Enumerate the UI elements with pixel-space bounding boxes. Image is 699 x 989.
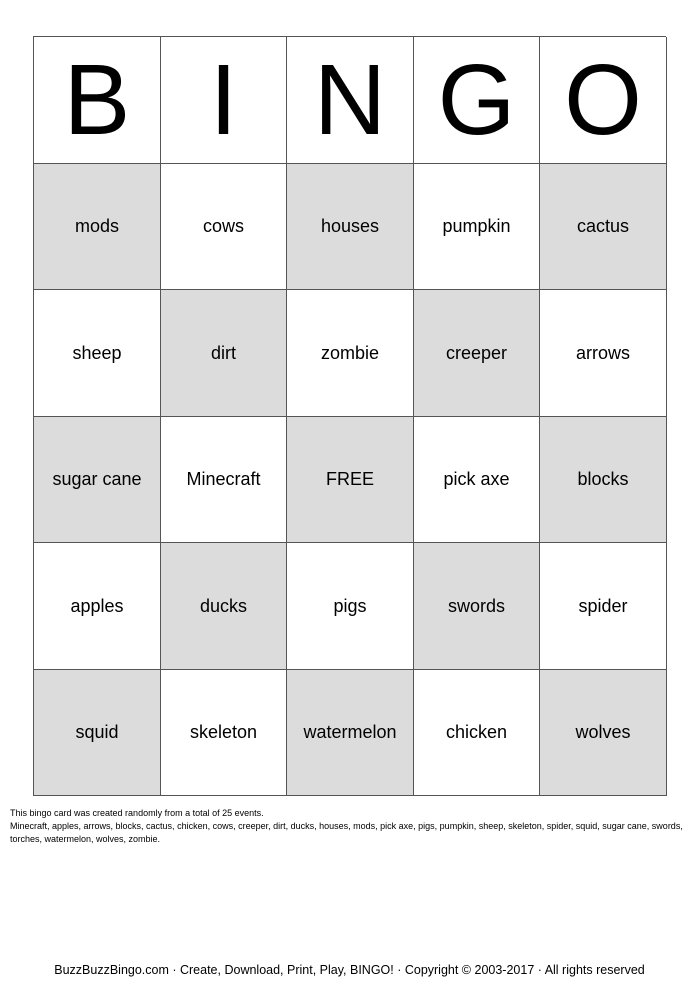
info-summary: This bingo card was created randomly from a total of 25 events.	[10, 808, 264, 818]
bingo-cell: pigs	[287, 543, 414, 670]
bingo-cell: watermelon	[287, 670, 414, 797]
header-letter-n: N	[287, 37, 414, 164]
bingo-cell: spider	[540, 543, 667, 670]
header-letter-g: G	[414, 37, 540, 164]
bingo-cell: houses	[287, 164, 414, 291]
bingo-cell: arrows	[540, 290, 667, 417]
bingo-cell: pumpkin	[414, 164, 540, 291]
bingo-cell: Minecraft	[161, 417, 287, 544]
bingo-cell: skeleton	[161, 670, 287, 797]
bingo-cell: cactus	[540, 164, 667, 291]
bingo-cell: blocks	[540, 417, 667, 544]
bingo-cell: mods	[34, 164, 161, 291]
bingo-cell: sheep	[34, 290, 161, 417]
bingo-cell: sugar cane	[34, 417, 161, 544]
header-letter-o: O	[540, 37, 667, 164]
header-letter-b: B	[34, 37, 161, 164]
bingo-cell: cows	[161, 164, 287, 291]
bingo-cell: dirt	[161, 290, 287, 417]
card-info	[10, 807, 690, 846]
bingo-cell: wolves	[540, 670, 667, 797]
free-space-cell: FREE	[287, 417, 414, 544]
bingo-cell: apples	[34, 543, 161, 670]
bingo-cell: creeper	[414, 290, 540, 417]
bingo-cell: ducks	[161, 543, 287, 670]
info-event-list: Minecraft, apples, arrows, blocks, cactus, chicken, cows, creeper, dirt, ducks, houses, mods, pick axe, pigs, pumpkin, sheep, skeleton, spider, squid, sugar cane, swords, torches, watermelon, wolves, zombie.	[10, 821, 683, 844]
bingo-card	[33, 36, 666, 796]
bingo-cell: pick axe	[414, 417, 540, 544]
bingo-cell: squid	[34, 670, 161, 797]
bingo-cell: swords	[414, 543, 540, 670]
bingo-cell: chicken	[414, 670, 540, 797]
bingo-cell: zombie	[287, 290, 414, 417]
header-letter-i: I	[161, 37, 287, 164]
footer-copyright: BuzzBuzzBingo.com · Create, Download, Print, Play, BINGO! · Copyright © 2003-2017 · All rights reserved	[54, 963, 645, 977]
